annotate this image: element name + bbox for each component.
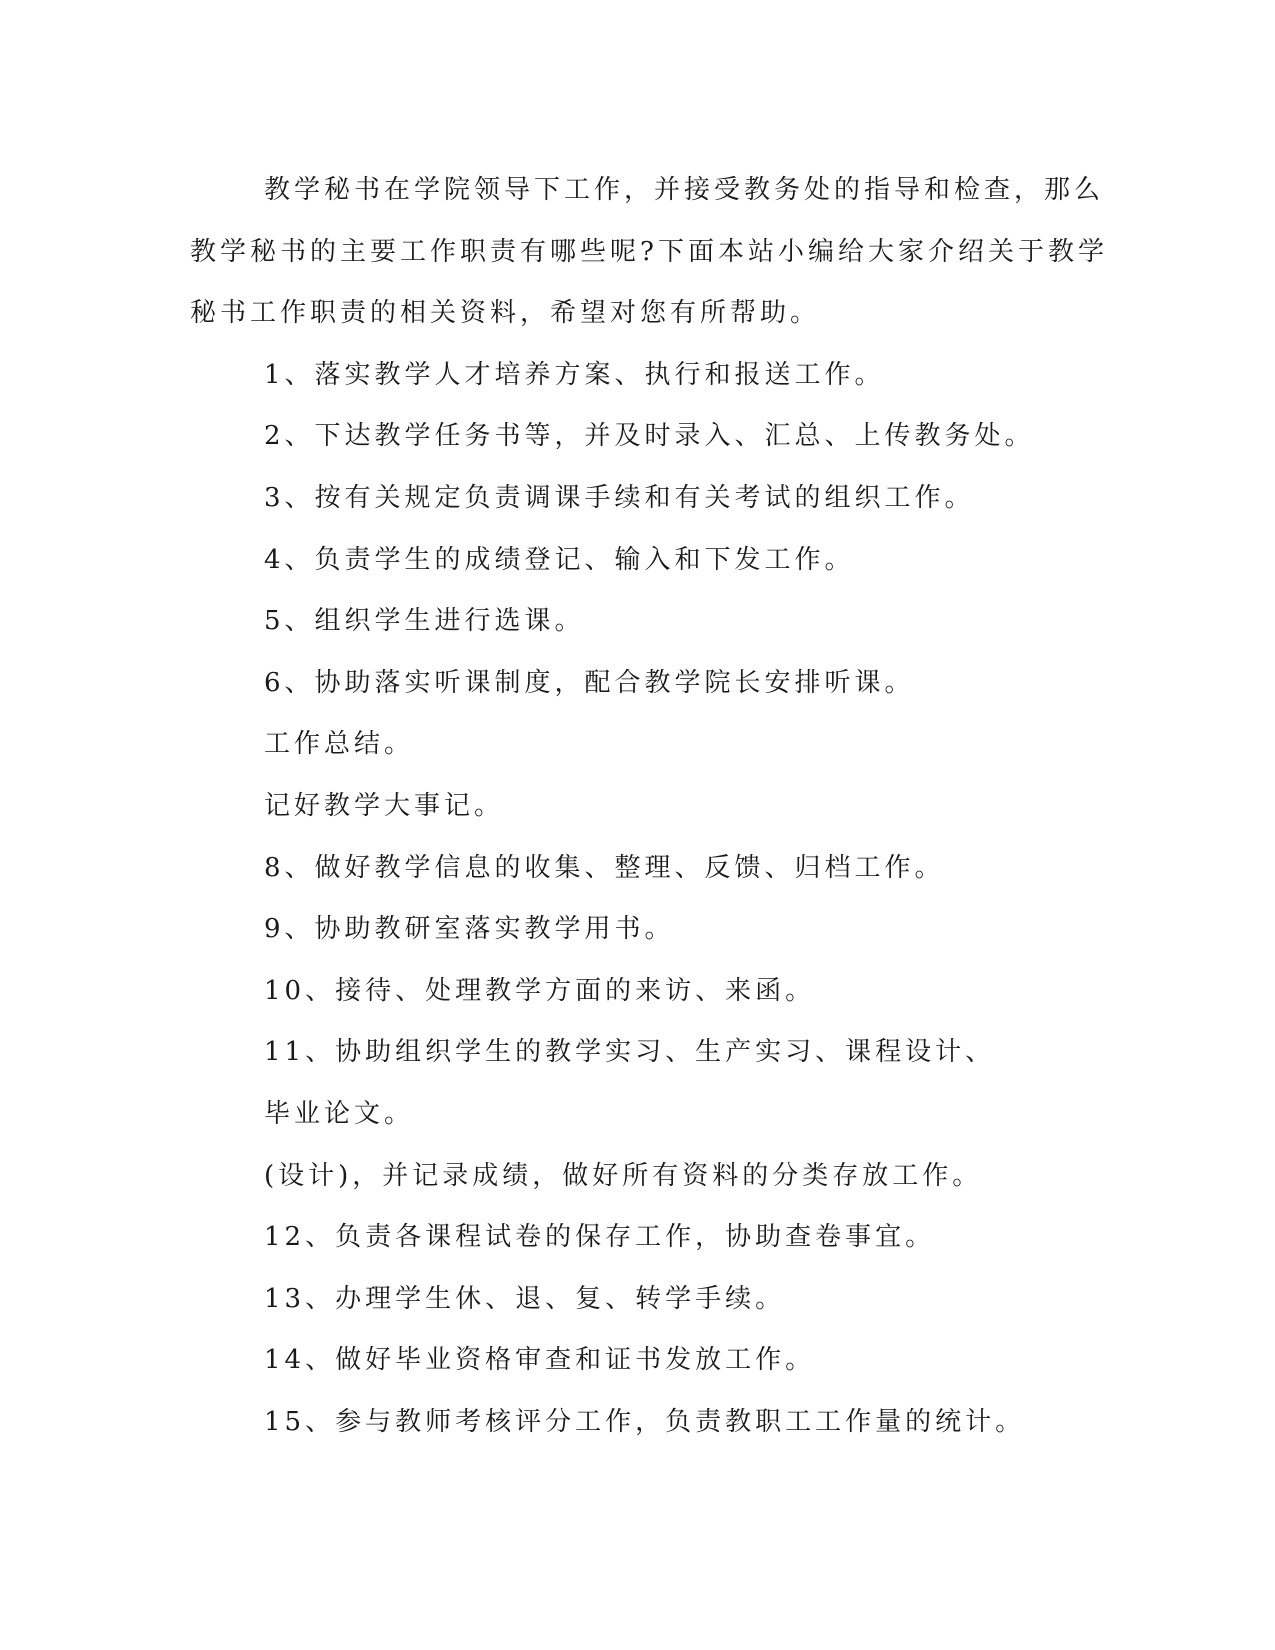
list-item: 15、参与教师考核评分工作，负责教职工工作量的统计。 — [264, 1406, 1026, 1437]
list-item: 1、落实教学人才培养方案、执行和报送工作。 — [264, 359, 885, 390]
list-item: 3、按有关规定负责调课手续和有关考试的组织工作。 — [264, 482, 975, 513]
list-item: 记好教学大事记。 — [264, 790, 505, 821]
list-item: 14、做好毕业资格审查和证书发放工作。 — [264, 1345, 816, 1376]
list-item: 11、协助组织学生的教学实习、生产实习、课程设计、 — [264, 1037, 996, 1068]
list-item: 10、接待、处理教学方面的来访、来函。 — [264, 975, 816, 1006]
intro-line-3: 秘书工作职责的相关资料，希望对您有所帮助。 — [190, 298, 821, 329]
document-body — [190, 160, 1108, 1453]
list-item: 工作总结。 — [264, 729, 415, 760]
intro-line-1: 教学秘书在学院领导下工作，并接受教务处的指导和检查，那么 — [264, 175, 1105, 205]
list-item: 毕业论文。 — [264, 1098, 415, 1129]
list-item: 5、组织学生进行选课。 — [264, 606, 585, 637]
list-item: 8、做好教学信息的收集、整理、反馈、归档工作。 — [264, 852, 945, 883]
list-item: (设计)，并记录成绩，做好所有资料的分类存放工作。 — [264, 1160, 983, 1191]
intro-line-2: 教学秘书的主要工作职责有哪些呢?下面本站小编给大家介绍关于教学 — [190, 236, 1108, 267]
list-item: 4、负责学生的成绩登记、输入和下发工作。 — [264, 544, 855, 575]
list-item: 9、协助教研室落实教学用书。 — [264, 914, 675, 945]
list-item: 13、办理学生休、退、复、转学手续。 — [264, 1283, 786, 1314]
list-item: 6、协助落实听课制度，配合教学院长安排听课。 — [264, 667, 915, 698]
list-item: 12、负责各课程试卷的保存工作，协助查卷事宜。 — [264, 1222, 936, 1253]
list-item: 2、下达教学任务书等，并及时录入、汇总、上传教务处。 — [264, 421, 1035, 452]
